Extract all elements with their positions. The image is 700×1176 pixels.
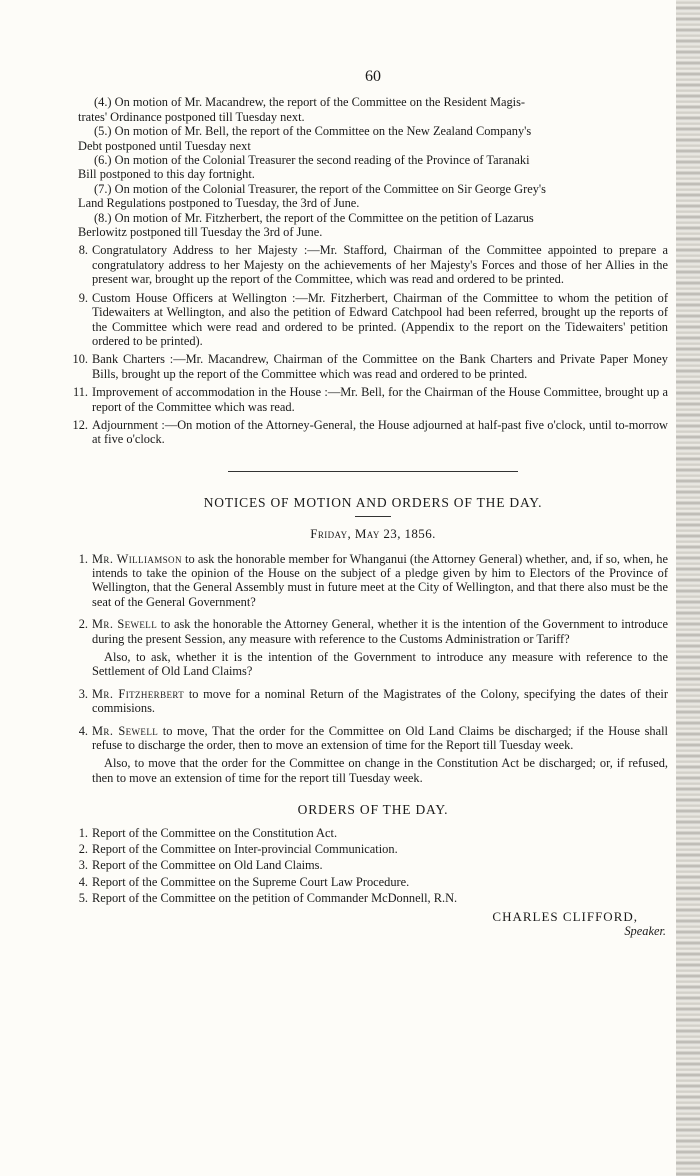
continued-items bbox=[78, 95, 668, 239]
continued-item bbox=[78, 124, 668, 153]
notice-text: to ask the honorable member for Whanganui (the Attorney General) whether, and, if so, when, he intends to take the opinion of the House on the subject of a pledge given by him to Electors of the Province of Wellington, that the General Assembly must in future meet at the City of Wellington, and that there also must be the seat of the General Government? bbox=[92, 551, 668, 609]
orders-list bbox=[78, 826, 668, 906]
speaker-title: Speaker. bbox=[624, 924, 666, 939]
order-text: Report of the Committee on Inter-provincial Communication. bbox=[92, 842, 398, 857]
notice-number: 2. bbox=[78, 617, 88, 632]
notice-extra: Also, to move that the order for the Committee on change in the Constitution Act be discharged; or, if refused, then to move an extension of time for the report till Tuesday week. bbox=[92, 756, 668, 785]
notice-item bbox=[78, 687, 668, 716]
section-divider bbox=[228, 471, 518, 472]
order-number: 2. bbox=[78, 842, 88, 857]
notice-item bbox=[78, 552, 668, 610]
notice-item bbox=[78, 724, 668, 786]
notice-text: to move, That the order for the Committee on Old Land Claims be discharged; if the House shall refuse to discharge the order, then to move an extension of time for the Report till Tuesday week. bbox=[92, 723, 668, 753]
continued-item bbox=[78, 95, 668, 124]
notice-member: Mr. Fitzherbert bbox=[92, 686, 185, 701]
item-number: 9. bbox=[78, 290, 88, 305]
short-divider bbox=[355, 516, 391, 517]
continued-item-line: (6.) On motion of the Colonial Treasurer the second reading of the Province of Taranaki bbox=[94, 153, 530, 168]
item-number: 10. bbox=[72, 352, 88, 367]
numbered-item bbox=[78, 243, 668, 286]
page-edge-shadow bbox=[676, 0, 700, 1176]
item-text: Congratulatory Address to her Majesty :—Mr. Stafford, Chairman of the Committee appointed to prepare a congratulatory address to her Majesty on the achievements of her Majesty's Forces and those of her Allies in the present war, brought up the report of the Committee, which was read and ordered to be printed. bbox=[92, 243, 668, 287]
orders-heading: ORDERS OF THE DAY. bbox=[297, 802, 449, 818]
continued-item-line: (4.) On motion of Mr. Macandrew, the report of the Committee on the Resident Magis- bbox=[94, 95, 526, 110]
numbered-item bbox=[72, 352, 668, 381]
notice-extra: Also, to ask, whether it is the intention of the Government to introduce any measure with reference to the Settlement of Old Land Claims? bbox=[92, 650, 668, 679]
notice-item bbox=[78, 617, 668, 679]
numbered-item bbox=[78, 291, 668, 349]
notice-number: 1. bbox=[78, 551, 88, 566]
numbered-item bbox=[72, 417, 668, 447]
continued-item-line: Debt postponed until Tuesday next bbox=[78, 138, 251, 153]
order-number: 3. bbox=[78, 858, 88, 873]
continued-item-line: (5.) On motion of Mr. Bell, the report of the Committee on the New Zealand Company's bbox=[94, 124, 532, 139]
order-item bbox=[78, 842, 668, 856]
order-text: Report of the Committee on the Supreme Court Law Procedure. bbox=[92, 874, 410, 889]
continued-item-line: (7.) On motion of the Colonial Treasurer, the report of the Committee on Sir George Grey's bbox=[94, 181, 546, 196]
order-item bbox=[78, 891, 668, 905]
numbered-item bbox=[72, 385, 668, 414]
item-number: 8. bbox=[78, 243, 88, 258]
item-number: 12. bbox=[72, 417, 88, 432]
speaker-name: CHARLES CLIFFORD, bbox=[492, 908, 638, 924]
notice-member: Mr. Sewell bbox=[92, 723, 159, 738]
order-item bbox=[78, 875, 668, 889]
notices-list bbox=[78, 552, 668, 786]
date-line: Friday, May 23, 1856. bbox=[310, 526, 436, 542]
notice-text: to move for a nominal Return of the Magistrates of the Colony, specifying the dates of their commisions. bbox=[92, 686, 668, 716]
order-item bbox=[78, 826, 668, 840]
notice-member: Mr. Williamson bbox=[92, 551, 182, 566]
continued-item bbox=[78, 211, 668, 240]
continued-item bbox=[78, 182, 668, 211]
document-page bbox=[72, 68, 668, 939]
item-text: Bank Charters :—Mr. Macandrew, Chairman of the Committee on the Bank Charters and Private Paper Money Bills, brought up the report of the Committee which was read and ordered to be printed. bbox=[92, 352, 668, 381]
continued-item bbox=[78, 153, 668, 182]
order-text: Report of the Committee on Old Land Claims. bbox=[92, 858, 323, 873]
notice-number: 3. bbox=[78, 686, 88, 701]
notices-heading: NOTICES OF MOTION AND ORDERS OF THE DAY. bbox=[203, 494, 543, 510]
item-number: 11. bbox=[72, 385, 88, 400]
item-text: Custom House Officers at Wellington :—Mr. Fitzherbert, Chairman of the Committee to whom the petition of Tidewaiters at Wellington, and also the petition of Edward Catchpool had been referred, brought up the reports of the Committee which were read and ordered to be printed. (Appendix to the report on the Tidewaiters' petition ordered to be printed). bbox=[92, 290, 668, 348]
item-text: Improvement of accommodation in the House :—Mr. Bell, for the Chairman of the House Committee, brought up a report of the Committee which was read. bbox=[92, 385, 668, 414]
continued-item-line: (8.) On motion of Mr. Fitzherbert, the report of the Committee on the petition of Lazarus bbox=[94, 210, 534, 225]
order-item bbox=[78, 858, 668, 872]
order-number: 4. bbox=[78, 874, 88, 889]
page-number: 60 bbox=[365, 68, 381, 85]
notice-member: Mr. Sewell bbox=[92, 617, 158, 632]
numbered-items bbox=[72, 243, 668, 447]
continued-item-line: Bill postponed to this day fortnight. bbox=[78, 167, 255, 182]
continued-item-line: trates' Ordinance postponed till Tuesday next. bbox=[78, 109, 305, 124]
order-text: Report of the Committee on the petition of Commander McDonnell, R.N. bbox=[92, 891, 458, 906]
order-text: Report of the Committee on the Constitution Act. bbox=[92, 825, 338, 840]
continued-item-line: Berlowitz postponed till Tuesday the 3rd of June. bbox=[78, 225, 323, 240]
order-number: 5. bbox=[78, 891, 88, 906]
item-text: Adjournment :—On motion of the Attorney-General, the House adjourned at half-past five o'clock, until to-morrow at five o'clock. bbox=[92, 417, 668, 447]
notice-number: 4. bbox=[78, 723, 88, 738]
notice-text: to ask the honorable the Attorney General, whether it is the intention of the Government to introduce during the present Session, any measure with reference to the Customs Administration or Tariff? bbox=[92, 617, 668, 646]
signature-block bbox=[78, 910, 668, 939]
continued-item-line: Land Regulations postponed to Tuesday, the 3rd of June. bbox=[78, 196, 360, 211]
order-number: 1. bbox=[78, 825, 88, 840]
